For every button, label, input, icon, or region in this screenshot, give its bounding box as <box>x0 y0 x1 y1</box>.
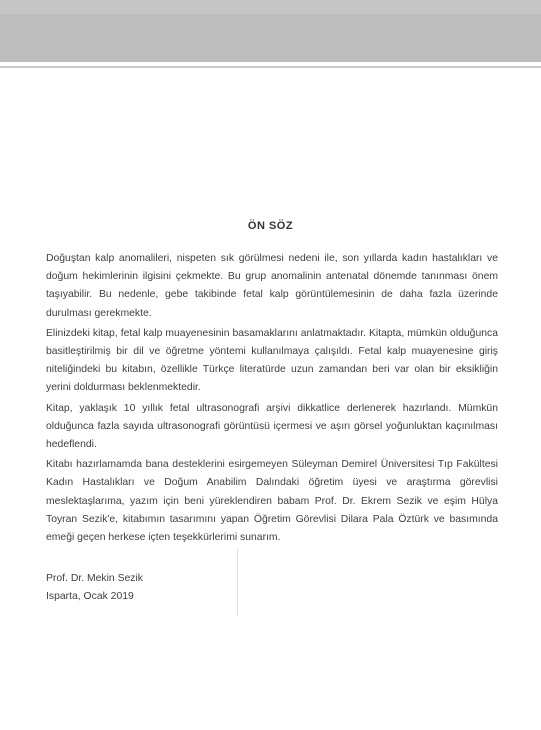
preface-body <box>46 250 498 549</box>
header-bar <box>0 0 541 62</box>
paragraph-2: Elinizdeki kitap, fetal kalp muayenesinin basamaklarını anlatmaktadır. Kitapta, mümkün olduğunca basitleştirilmiş bir dil ve öğretme yöntemi kullanılmaya çalışıldı. Fetal kalp muayenesine giriş niteliğindeki bu kitabın, özellikle Türkçe literatürde uzun zamandan beri var olan bir eksikliğin yerini doldurması beklenmektedir. <box>46 327 498 394</box>
page-fold-mark <box>237 548 238 616</box>
place-date: Isparta, Ocak 2019 <box>46 591 134 603</box>
paragraph-3: Kitap, yaklaşık 10 yıllık fetal ultrasonografi arşivi dikkatlice derlenerek hazırlandı. Mümkün olduğunca fazla sayıda ultrasonografi görüntüsü içermesi ve aşırı görsel yoğunluktan kaçınılması hedeflendi. <box>46 402 498 451</box>
paragraph-1: Doğuştan kalp anomalileri, nispeten sık görülmesi nedeni ile, son yıllarda kadın hastalıkları ve doğum hekimlerinin ilgisini çekmekte. Bu grup anomalinin antenatal dönemde tanınması önem taşıyabilir. Bu nedenle, gebe takibinde fetal kalp görüntülemesinin de daha fazla üzerinde durulması gerekmekte. <box>46 253 498 319</box>
page-title: ÖN SÖZ <box>247 220 294 232</box>
paragraph-4: Kitabı hazırlamamda bana desteklerini esirgemeyen Süleyman Demirel Üniversitesi Tıp Fakültesi Kadın Hastalıkları ve Doğum Anabilim Dalındaki öğretim üyesi ve araştırma görevlisi meslektaşlarıma, yazım için beni yüreklendiren babam Prof. Dr. Ekrem Sezik ve eşim Hülya Toyran Sezik'e, kitabımın tasarımını yapan Öğretim Görevlisi Dilara Pala Öztürk ve basımında emeği geçen herkese içten teşekkürlerimi sunarım. <box>46 459 498 544</box>
header-divider <box>0 66 541 68</box>
signature-block <box>46 570 143 607</box>
header-bar-shade <box>0 14 541 62</box>
author-name: Prof. Dr. Mekin Sezik <box>46 573 144 584</box>
